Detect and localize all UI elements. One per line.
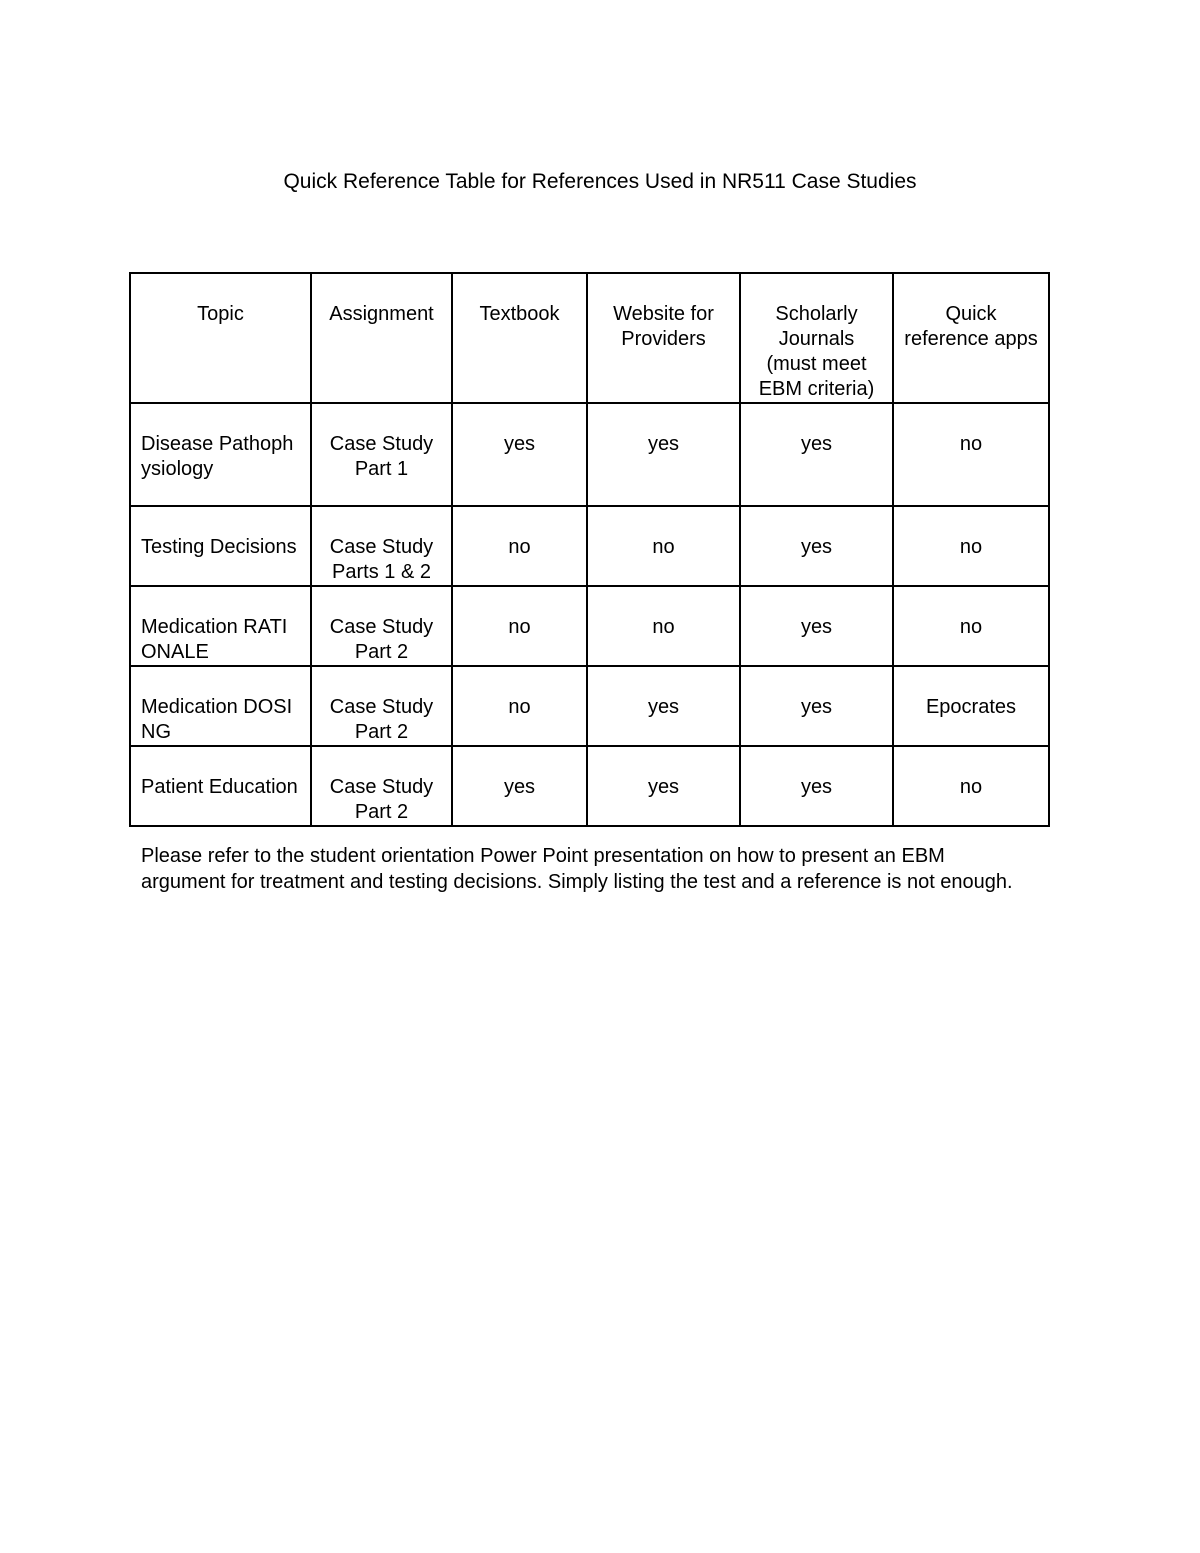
textbook-cell: yes [452,746,587,826]
journals-cell: yes [740,586,893,666]
textbook-cell: yes [452,403,587,506]
topic-cell: Medication DOSING [130,666,311,746]
topic-cell: Medication RATIONALE [130,586,311,666]
apps-cell: no [893,506,1049,586]
apps-cell: Epocrates [893,666,1049,746]
table-row [130,506,1049,586]
apps-cell: no [893,586,1049,666]
apps-cell: no [893,403,1049,506]
textbook-cell: no [452,586,587,666]
website-cell: no [587,586,740,666]
textbook-cell: no [452,506,587,586]
website-cell: yes [587,746,740,826]
assignment-cell: Case Study Part 2 [311,666,452,746]
journals-cell: yes [740,403,893,506]
table-header-row [130,273,1049,403]
journals-cell: yes [740,746,893,826]
table-row [130,586,1049,666]
topic-cell: Testing Decisions [130,506,311,586]
assignment-cell: Case Study Part 1 [311,403,452,506]
page-title: Quick Reference Table for References Used in NR511 Case Studies [283,170,917,193]
assignment-cell: Case Study Part 2 [311,746,452,826]
header-cell: Textbook [452,273,587,403]
table-row [130,403,1049,506]
journals-cell: yes [740,506,893,586]
website-cell: no [587,506,740,586]
header-cell: Quick reference apps [893,273,1049,403]
topic-cell: Patient Education [130,746,311,826]
table-row [130,666,1049,746]
assignment-cell: Case Study Part 2 [311,586,452,666]
header-cell: Assignment [311,273,452,403]
header-cell: Scholarly Journals (must meet EBM criteria) [740,273,893,403]
header-cell: Topic [130,273,311,403]
table-row [130,746,1049,826]
header-cell: Website for Providers [587,273,740,403]
textbook-cell: no [452,666,587,746]
website-cell: yes [587,666,740,746]
topic-cell: Disease Pathophysiology [130,403,311,506]
reference-table [129,272,1050,827]
footnote-paragraph: Please refer to the student orientation Power Point presentation on how to present an EBM argument for treatment and testing decisions. Simply listing the test and a reference is not enough. [141,845,1013,893]
website-cell: yes [587,403,740,506]
assignment-cell: Case Study Parts 1 & 2 [311,506,452,586]
apps-cell: no [893,746,1049,826]
journals-cell: yes [740,666,893,746]
